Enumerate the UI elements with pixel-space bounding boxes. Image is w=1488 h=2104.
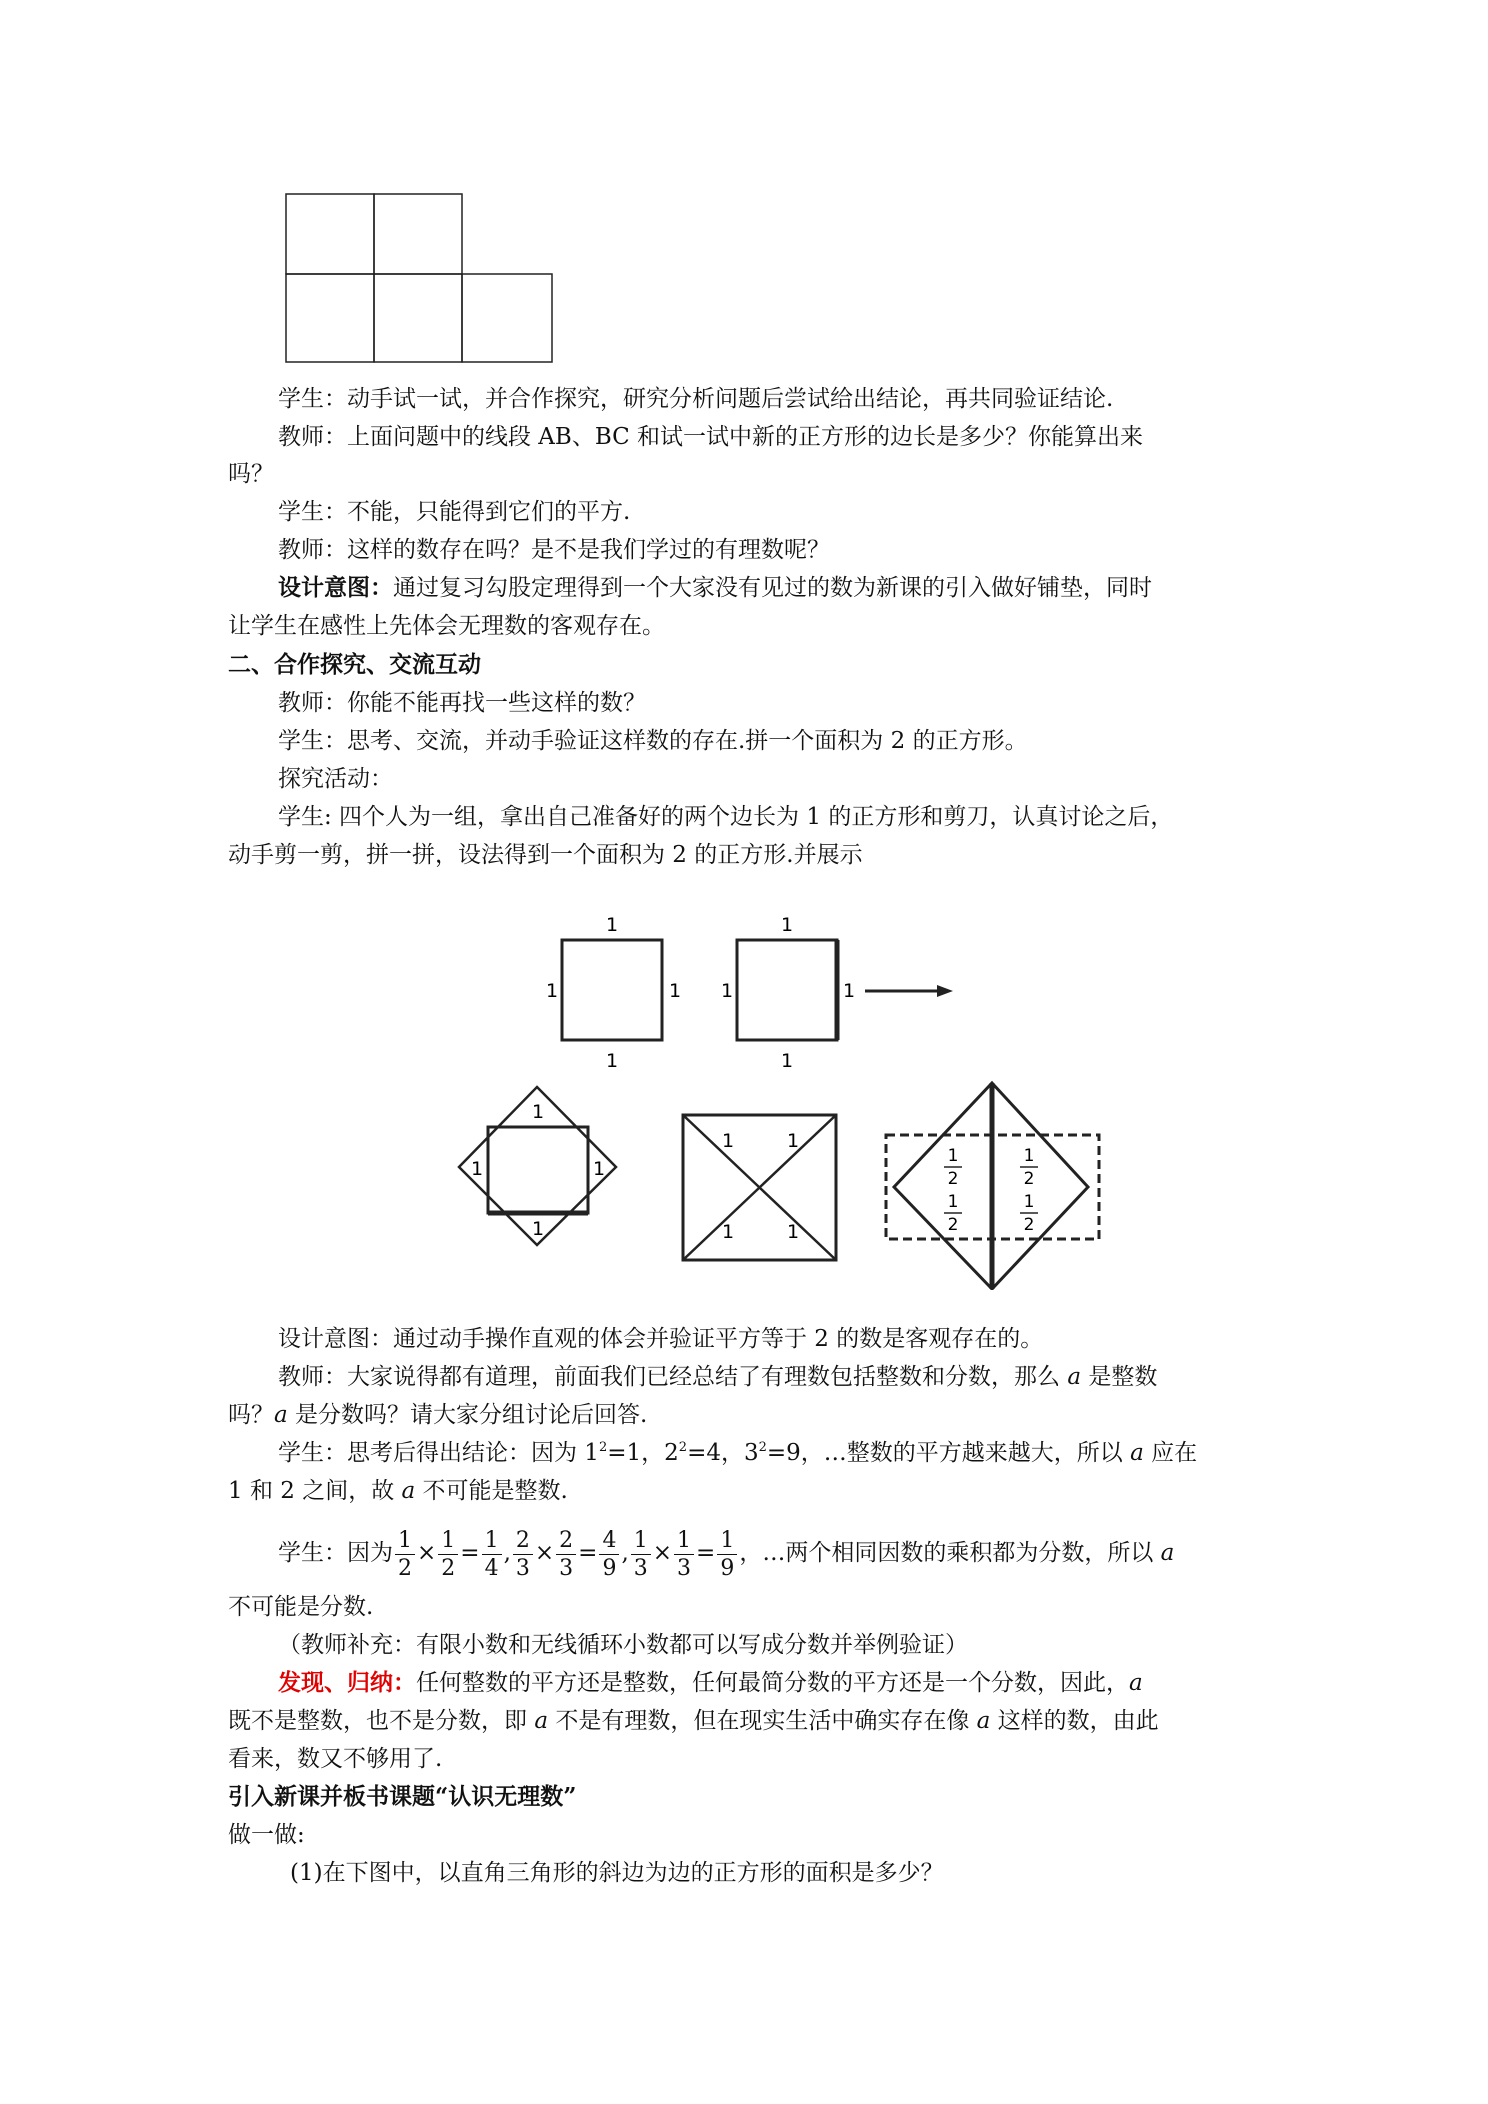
square-assembly-figure [425,905,1105,1290]
paragraph-line: 教师：上面问题中的线段 AB、BC 和试一试中新的正方形的边长是多少？你能算出来 [278,424,1144,450]
paragraph-line: 学生：动手试一试，并合作探究，研究分析问题后尝试给出结论，再共同验证结论. [278,386,1114,412]
fraction: $\frac{1}{4}$ [482,1527,502,1582]
fraction: $\frac{1}{3}$ [674,1527,694,1582]
paragraph-line: 教师：这样的数存在吗？是不是我们学过的有理数呢？ [278,537,830,563]
operator: × [652,1540,673,1566]
side-label: 1 [545,980,559,1002]
text-run: 既不是整数，也不是分数，即 [228,1708,535,1734]
paragraph-line [278,1360,1157,1394]
operator: × [534,1540,555,1566]
side-label: 1 [721,1221,735,1243]
text-run: 应在 [1143,1440,1198,1466]
text-run: 不可能是整数. [415,1478,568,1504]
half-label-num: 1 [947,1192,959,1212]
side-label: 1 [668,980,682,1002]
half-label-den: 2 [947,1169,959,1189]
paragraph-line: 做一做: [228,1822,305,1848]
fraction: $\frac{2}{3}$ [513,1527,533,1582]
half-label-num: 1 [1023,1192,1035,1212]
side-label: 1 [786,1221,800,1243]
text-run: =4，3 [687,1440,759,1466]
operator: × [417,1540,437,1566]
unit-square-2 [721,914,855,1072]
variable-a: a [401,1478,416,1504]
fraction: $\frac{1}{9}$ [717,1527,737,1582]
square-with-diagonals [683,1115,836,1260]
side-label: 1 [605,1050,619,1072]
design-intent-text: 通过复习勾股定理得到一个大家没有见过的数为新课的引入做好铺垫，同时 [393,575,1152,601]
diamond-with-square [459,1087,616,1245]
grid-figure [285,193,565,365]
side-label: 1 [842,980,856,1002]
paragraph-line: 学生：不能，只能得到它们的平方. [278,499,631,525]
fraction-paragraph [278,1520,1174,1586]
side-label: 1 [720,980,734,1002]
half-label-den: 2 [1023,1215,1035,1235]
text-run: 教师：大家说得都有道理，前面我们已经总结了有理数包括整数和分数，那么 [278,1364,1068,1390]
text-run: 这样的数，由此 [990,1708,1159,1734]
grid-cell [286,274,374,362]
variable-a: a [1067,1364,1082,1390]
text-run: 学生：思考后得出结论：因为 1 [278,1440,599,1466]
paragraph-line: 学生: 四个人为一组，拿出自己准备好的两个边长为 1 的正方形和剪刀，认真讨论之后， [278,804,1174,830]
text-run: 吗？ [228,1402,274,1428]
paragraph-line: 设计意图：通过动手操作直观的体会并验证平方等于 2 的数是客观存在的。 [278,1326,1044,1352]
paragraph-line: 教师：你能不能再找一些这样的数？ [278,690,646,716]
paragraph-line [228,1398,647,1432]
paragraph-line: （教师补充：有限小数和无线循环小数都可以写成分数并举例验证） [278,1632,968,1658]
arrow-icon [865,985,953,997]
text-run: 不是有理数，但在现实生活中确实存在像 [548,1708,977,1734]
variable-a: a [1129,1670,1143,1696]
variable-a: a [534,1708,549,1734]
paragraph-line: 学生：思考、交流，并动手验证这样数的存在.拼一个面积为 2 的正方形。 [278,728,1028,754]
section-heading: 引入新课并板书课题“认识无理数” [228,1783,577,1810]
operator: , [503,1540,511,1566]
operator: , [621,1540,629,1566]
side-label: 1 [780,914,794,936]
superscript: 2 [598,1440,608,1455]
paragraph-line: 吗？ [228,461,274,487]
side-label: 1 [786,1130,800,1152]
side-label: 1 [605,914,619,936]
finding-label: 发现、归纳： [278,1669,416,1696]
side-label: 1 [531,1218,545,1240]
fraction: $\frac{4}{9}$ [599,1527,619,1582]
unit-square-1 [546,914,681,1072]
paragraph-line: (1)在下图中，以直角三角形的斜边为边的正方形的面积是多少？ [290,1860,944,1886]
section-heading: 二、合作探究、交流互动 [228,651,481,678]
text-run: ，…两个相同因数的乘积都为分数，所以 [739,1540,1161,1566]
fraction: $\frac{1}{2}$ [395,1527,415,1582]
side-label: 1 [470,1158,484,1180]
variable-a: a [1160,1540,1175,1566]
text-run: 是整数 [1081,1364,1158,1390]
text-run: 1 和 2 之间，故 [228,1478,402,1504]
diamond-over-dashed-rect [886,1083,1099,1289]
paragraph-line [228,1474,568,1508]
text-run: 任何整数的平方还是整数，任何最简分数的平方还是一个分数，因此， [416,1670,1129,1696]
paragraph-line [278,571,1152,605]
side-label: 1 [721,1130,735,1152]
text-run: =9，…整数的平方越来越大，所以 [766,1440,1131,1466]
variable-a: a [274,1402,288,1428]
text-run: 是分数吗？请大家分组讨论后回答. [287,1402,648,1428]
half-label-num: 1 [947,1146,959,1166]
side-label: 1 [531,1101,545,1123]
superscript: 2 [758,1440,767,1455]
grid-cell [374,194,462,274]
text-run: 学生：因为 [278,1540,393,1566]
grid-cell [374,274,462,362]
paragraph-line [278,1436,1197,1470]
half-label-den: 2 [947,1215,959,1235]
fraction: $\frac{1}{3}$ [631,1527,651,1582]
paragraph-line [278,1666,1143,1700]
paragraph-line: 探究活动： [278,766,393,792]
paragraph-line [228,1704,1159,1738]
operator: = [578,1540,598,1566]
variable-a: a [1130,1440,1144,1466]
operator: = [696,1540,716,1566]
side-label: 1 [780,1050,794,1072]
grid-cell [286,194,374,274]
operator: = [460,1540,480,1566]
fraction: $\frac{2}{3}$ [556,1527,576,1582]
half-label-den: 2 [1023,1169,1035,1189]
paragraph-line: 让学生在感性上先体会无理数的客观存在。 [228,613,665,639]
grid-cell [462,274,552,362]
superscript: 2 [678,1440,688,1455]
variable-a: a [976,1708,991,1734]
half-label-num: 1 [1023,1146,1035,1166]
paragraph-line: 动手剪一剪，拼一拼，设法得到一个面积为 2 的正方形.并展示 [228,842,863,868]
design-intent-label: 设计意图： [278,574,393,601]
paragraph-line: 看来，数又不够用了. [228,1746,443,1772]
fraction: $\frac{1}{2}$ [438,1527,458,1582]
text-run: =1，2 [607,1440,679,1466]
paragraph-line: 不可能是分数. [228,1594,374,1620]
side-label: 1 [592,1158,606,1180]
